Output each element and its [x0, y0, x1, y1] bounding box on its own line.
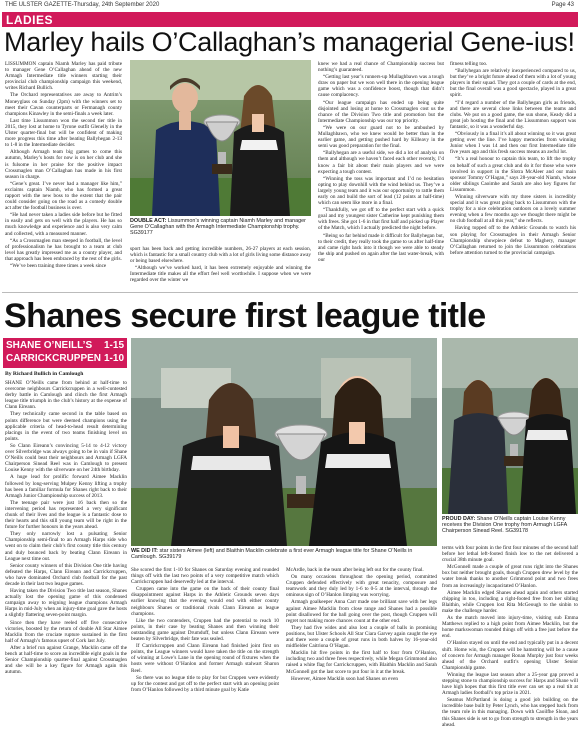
paragraph: So there was no league title to play for but Cruppen were evidently up for the contest and got off to the perfect start with an opening point from O’Hanlon followed by a third minute goal by Katie — [131, 674, 279, 693]
paragraph: “We’ve been training three times a week since — [10, 263, 107, 269]
paragraph: “Our league campaign has ended up being quite disjointed and losing at home to Crossmaglen cost us the chance of the Division Two title and promotion but the Intermediate Championship was our top priority. — [318, 99, 444, 124]
article1-photo-caption — [130, 218, 311, 244]
paragraph: “Ballyhegan are relatively inexperienced compared to us, but they’ve a bright future ahead of them with a lot of young players in their squad. They got a couple of cards at the end, but the final overall was a good spectacle, played in a great spirit. — [450, 68, 576, 99]
paragraph: O’Hanlon stayed on until the end and typically put in a decent shift. Home win, the Cruppen will be hamstring will be a cause of concern for Armagh manager Ronan Murphy just four weeks ahead of the Orchard outfit’s opening Ulster Senior Championship game. — [442, 640, 578, 671]
paragraph: McGonnell made a couple of great runs right into the Shanes box but neither brought goals, though Cruppen drew level by the water break thanks to another Grimmond point and two frees from an increasingly incapacitated O’Hanlon. — [442, 564, 578, 589]
paragraph: They had five wides and also lost a couple of balls in promising positions, but Ulster Schools All Star Ciara Garvey again caught the eye and there were a couple of great runs in both halves by 16-year-old midfielder Caitriona O’Hagan. — [286, 624, 437, 650]
caption-text: Shane O’Neills captain Louise Kenny receives the Division One trophy from Armagh LGFA Chairperson Sinead Reel. SG39178 — [442, 516, 567, 535]
section-label: LADIES — [6, 13, 54, 27]
article1-column-3 — [318, 61, 444, 287]
away-team: CARRICKCRUPPEN — [6, 353, 102, 364]
caption-kicker: WE DID IT: — [131, 548, 158, 554]
paragraph: knew we had a real chance of Championship success but nothing’s guaranteed. — [318, 61, 444, 74]
trophy-presentation-photo — [442, 338, 578, 514]
paragraph: If Carrickcruppen and Clann Eireann had finished joint first on points, the League winners would have taken the title on the strength of winning at Lowe’s Lane in the opening round of fixtures when the hosts were without O’Hanlon and former Armagh stalwart Sharon Reel. — [131, 643, 279, 674]
paragraph: “He had never taken a ladies side before but he fitted in easily and gets on well with the players. He has so much knowledge and experience and is also very calm and collected, with a measured manner. — [5, 212, 122, 237]
paragraph: Winning the league last season after a 25-year gap proved a stepping stone to championship success for Harps and Shane will have high hopes that this first title ever can set up a real tilt at Armagh ladies football’s top prize in 2021. — [442, 671, 578, 697]
article1-headline: Marley hails O’Callaghan’s managerial Gene-ius! — [4, 27, 575, 57]
article2-main-photo-caption — [131, 548, 437, 564]
caption-kicker: DOUBLE ACT: — [130, 218, 167, 224]
paragraph: Macklin hit five points in the first half to four from O’Hanlon, including two and three frees respectively, while Megan Grimmond also raised a white flag for Carrickcruppen, with Blaithin Macklin and Sarah McGonnell got the last score to put four in it at the break. — [286, 650, 437, 675]
paragraph: terms with four points in the first four minutes of the second half before her lethal left-footed finish low to the net delivered a crucial 38th minute goal. — [442, 545, 578, 564]
paragraph: They only narrowly lost a pulsating Senior Championship semi-final to an Armagh Harps side who went on to claim their club’s first county title this century and duly bounced back by beating Clann Eireann in League next time out. — [5, 531, 127, 562]
paragraph: “We were on our guard not to be ambushed by Mullaghbawn, who we knew would be better than in the earlier game, and getting pushed hard by Killeavy in the semi was good preparation for the final. — [318, 124, 444, 150]
paragraph: “As a Crossmaglen man steeped in football, the level of professionalism he has brought to a team at club level has greatly impressed me as a county player, and that approach has been embraced by the rest of the girls. — [5, 237, 122, 262]
article2-headline: Shanes secure first league title — [4, 297, 486, 335]
paragraph: Senior county winners of this Division One title having defeated the Harps, Clann Eireann and Carrickcruppen, who have dominated Orchard club football for the past decade in their last two league games. — [5, 562, 127, 587]
page-number: Page 43 — [551, 2, 574, 8]
paragraph: “I’d regard a number of the Ballyhegan girls as friends, and there are several close links between the teams and clubs. We put on a good game, the sun shone, Keady did a great job hosting the final and the Lissummon support was fantastic, so it was a wonderful day. — [450, 99, 576, 130]
paragraph: LISSUMMON captain Niamh Marley has paid tribute to manager Gene O’Callaghan ahead of the new Armagh Intermediate title winners starting their provincial club championship campaign this weekend, writes Richard Bullich. — [5, 61, 122, 92]
paragraph: “Obviously in a final it’s all about winning so it was great getting over the line. I’ve happy memories from winning Junior when I was 14 and then our first Intermediate title five years ago and this fresh success means an awful lot. — [450, 131, 576, 156]
section-banner — [2, 12, 578, 27]
article2-column-1 — [5, 380, 127, 735]
paragraph: “Ballyhegan are a useful side, we did a lot of analysis on them and although we haven’t faced each other recently, I’d know a fair bit about their main players and we were expecting a tough contest. — [318, 150, 444, 175]
paragraph: “Winning the toss was important and I’d no hesitation opting to play downhill with the wind behind us. They’ve a largely young team and it was our opportunity to rattle them early on and build the sort of lead (12 points at half-time) which can seem like more in a final. — [318, 175, 444, 207]
paragraph: Having taken the Division Two title last season, Shanes actually lost the opening game of this condensed campaign away to reigning league champions Armagh Harps in mid-July when an injury-time goal gave the hosts a slightly flattering seven-point margin. — [5, 588, 127, 619]
paragraph: After a brief run against Grange, Macklin came off the bench at half-time to score an incredible eight goals in the Senior Championship quarter-final against Crossmaglen and she will be a key figure for Armagh again this autumn. — [5, 644, 127, 676]
paragraph: Winning silverware with my three sisters is incredibly special and it was great going back to Lissummon with the trophy for a nice celebration outdoors on a lovely summer evening when a few months ago we thought there might be no club football at all this year,” she reflects. — [450, 193, 576, 225]
caption-text: Lissummon’s winning captain Niamh Marley and manager Gene O’Callaghan with the Armagh Intermediate Championship trophy. SG39177 — [130, 218, 306, 237]
article1-column-4 — [450, 61, 576, 287]
manager-and-captain-photo — [130, 60, 311, 216]
paragraph: Having topped off to the Athletic Grounds to watch his son playing for Crossmaglen in their Armagh Senior Championship showpiece defeat to Maghery, manager O’Callaghan returned to join the Lissummon celebrations before attention turned to the provincial campaign. — [450, 225, 576, 256]
paragraph: Cruppen came into the game on the back of their county final disappointment against Harps in the Athletic Grounds seven days earlier knowing that the evening would end with either county neighbours Shanes or traditional rivals Clann Eireann as league champions. — [131, 586, 279, 617]
paragraph: “Being so far behind made it difficult for Ballyhegan but, to their credit, they really took the game to us after half-time and came right back into it though we were able to steady the ship and pushed on again after the last water-break, with our — [318, 232, 444, 263]
home-team: SHANE O’NEILL’S — [6, 340, 93, 351]
paragraph: McArdle, back in the team after being left out for the county final. — [286, 567, 424, 573]
paragraph: Like the two contenders, Cruppen had the potential to reach 10 points, in their case by beating Shanes and then winning their outstanding game against Drumduff, but unless Clann Eireann were beaten by Silverbridge, their fate was sealed. — [131, 617, 279, 643]
caption-kicker: PROUD DAY: — [442, 516, 476, 522]
article2-column-2 — [131, 567, 279, 735]
away-score: 1-10 — [103, 353, 124, 364]
paragraph: “Getting last year’s runners-up Mullaghbawn was a tough draw on paper but we won well there in the opening league game which was a confidence boost, though that didn’t cause complacency. — [318, 74, 444, 99]
paragraph: Although Armagh team big games to come this autumn, Marley’s hosts for now is on her club and she is fulsome in her praise for the positive impact Crossmaglen man O’Callaghan has made in his first season in charge. — [5, 149, 122, 180]
scoreboard — [3, 338, 127, 368]
publication-date: THE ULSTER GAZETTE-Thursday, 24th September 2020 — [5, 2, 160, 8]
paragraph: Since then they have reeled off five consecutive victories, boosted by the return of double All Star Aimee Macklin from the cruciate rupture sustained in the first half of Armagh’s famous upset of Cork last July. — [5, 619, 127, 644]
divider — [2, 292, 578, 293]
article1-photo — [130, 60, 311, 216]
paragraph: Armagh goalkeeper Anna Carr made one brilliant save with her legs against Aimee Macklin from close range and Shanes had a possible point disallowed for the ball going over the post, though Cruppen will regret not making more chances count at the other end. — [286, 599, 437, 624]
paragraph: So Clann Eireann’s convincing 5-14 to 4-12 victory over Silverbridge was always going to be in vain if Shane O’Neills could beat their neighbours and Armagh LGFA Chairperson Sinead Reel was in Camlough to present Louise Kenny with the silverware on her 24th birthday. — [5, 442, 127, 474]
article2-column-3 — [286, 567, 437, 735]
paragraph: Aimee Macklin edged Shanes ahead again and others started chipping in too, including a right-footed free from her sibling Blaithin, while Cruppen lost Rita McGeough to the sinbin to make the challenge harder. — [442, 589, 578, 614]
paragraph: On many occasions throughout the opening period, committed Cruppen defended effectively with great tenacity, composure and teamwork and they duly led by 1-6 to 0-5 at the interval, through the ominous sign of O’Hanlon limping was worrying. — [286, 574, 437, 599]
sisters-with-trophy-photo — [131, 338, 437, 546]
paragraph: “It’s a real honour to captain this team, to lift the trophy on behalf of such a great club and do it for those who were involved in support in the Slotra McAleer and our main sponsor Tommy O’Hagan,” says 28-year-old Niamh, whose older siblings Caoimhe and Sarah are also key figures for Lissummon. — [450, 156, 576, 193]
article2-side-photo-caption — [442, 516, 578, 542]
paragraph: “Thankfully, we got off to the perfect start with a quick goal and my youngest sister Catherine kept punishing them with frees. She got 1-6 in that first half and picked up Player of the Match, which I actually predicted the night before. — [318, 207, 444, 232]
byline: By Richard Bullich in Camlough — [5, 371, 84, 377]
article1-column-2 — [130, 246, 311, 288]
caption-text: star sisters Aimee (left) and Blaithin Macklin celebrate a first ever Armagh league title for Shane O’Neills in Camlough. SG39179 — [131, 548, 413, 561]
paragraph: Last time Lissummon won the second tier title in 2015, they lost at home to Tyrone outfit Glenelly in the Ulster quarter-final but will be confident of making more progress this time after beating Ballyhegan 2-13 to 1-8 in the Intermediate decider. — [5, 117, 122, 149]
paragraph: SHANE O’Neills came from behind at half-time to overcome neighbours Carrickcruppen in a well-contested derby battle in Camlough and clinch the first Armagh league title triumph in the club’s history at the expense of Clann Eireann. — [5, 380, 127, 411]
paragraph: However, Aimee Macklin soon had Shanes on even — [291, 675, 398, 682]
paragraph: The teenage pair were just 16 back then so the intervening period has represented a very significant chunk of their lives and the league is a fantastic dose to their hearts and this still young team will be right in the future for further honours in the years ahead. — [5, 499, 127, 531]
article2-side-photo — [442, 338, 578, 514]
paragraph: “Gene’s great. I’ve never had a manager like him,” exclaims captain Niamh, who has formed a great rapport with the new boss to the extent that the pair could consider going on the road as a comedy double act after the football business is over. — [5, 180, 122, 212]
paragraph: A huge lead for prolific forward Aimee Macklin followed by long-serving Mulpey Kenny lifting a trophy has been a familiar formula for Shanes right back to their Armagh Junior Championship success of 2013. — [5, 474, 127, 499]
page-header — [0, 0, 580, 10]
paragraph: They technically came second in the table based on points difference but were deemed champions using the applicable criteria of head-to-head result determining placings in the event of two teams finishing level on points. — [5, 411, 127, 442]
article2-column-4 — [442, 545, 578, 735]
paragraph: “Although we’ve worked hard, it has been extremely enjoyable and winning the Intermediate title makes all the effort feel well worthwhile. I suppose when we were regarded over the winter we — [130, 265, 311, 284]
paragraph: As the match moved into injury-time, visiting sub Emma Matthews replied to a high point from Aimee Macklin, but the home markswoman rounded things off with a free just before the end. — [442, 615, 578, 640]
paragraph: fitness telling too. — [450, 61, 488, 67]
paragraph: Seamus McPartland is doing a good job building on the incredible base built by Peter Lynch, who has stepped back from the team role in this managing. Down with Caoilfhe Sloan, and this Shanes side is set to go from strength to strength in the years ahead. — [442, 697, 578, 728]
paragraph: The Orchard representatives are away to Antrim’s Moneyglass on Sunday (2pm) with the winners set to meet their Cavan counterparts or Fermanagh county champions Kinawley in the semi-finals a week later. — [5, 92, 122, 117]
home-score: 1-15 — [103, 340, 124, 351]
article1-column-1 — [5, 61, 122, 287]
paragraph: She scored the first 1-10 for Shanes on Saturday evening and rounded things off with the last two points of a very competitive match which Carrickcruppen had deservedly led at the interval. — [131, 567, 279, 586]
paragraph: sport has been back and getting incredible numbers, 26-27 players at each session, which is fantastic for a small country club with a lot of girls living some distance away or being based elsewhere. — [130, 246, 311, 265]
article2-main-photo — [131, 338, 437, 546]
